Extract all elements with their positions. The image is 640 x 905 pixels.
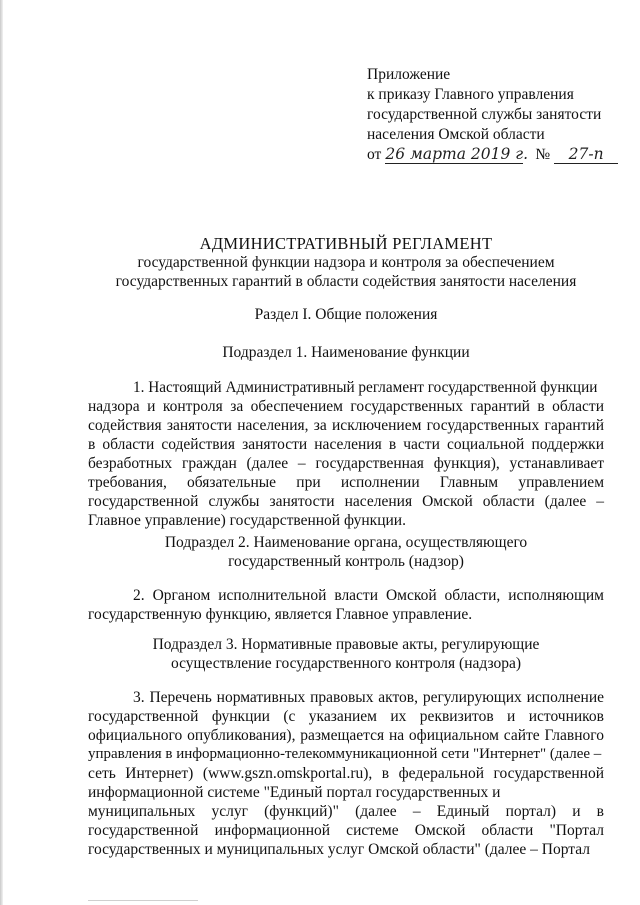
paragraph-line: официального опубликования), размещается на официальном сайте Главного (88, 727, 604, 744)
paragraph-line: 2. Органом исполнительной власти Омской области, исполняющим (133, 587, 604, 604)
document-subtitle (88, 253, 604, 291)
date-field (385, 145, 528, 164)
annex-block (367, 65, 618, 165)
section-1-heading: Раздел I. Общие положения (254, 306, 438, 323)
heading-line-2: осуществление государственного контроля (надзора) (170, 655, 522, 672)
paragraph-line: 3. Перечень нормативных правовых актов, регулирующих исполнение (133, 689, 604, 706)
annex-line-1: Приложение (367, 66, 451, 83)
subsection-1-heading: Подраздел 1. Наименование функции (222, 344, 470, 361)
number-field (554, 145, 618, 164)
paragraph-line: сеть Интернет) (www.gszn.omskportal.ru), в федеральной государственной (88, 765, 604, 782)
paragraph-line: государственной функции (с указанием их реквизитов и источников (88, 708, 604, 725)
paragraph-line: муниципальных услуг (функций)" (далее – Единый портал) и в (88, 803, 604, 820)
paragraph-line: государственной службы занятости населения Омской области (далее – (88, 493, 604, 510)
paragraph-line: надзора и контроля за обеспечением государственных гарантий в области (88, 398, 604, 415)
paragraph-line: государственной информационной системе Омской области "Портал (88, 822, 604, 839)
date-prefix: от (367, 146, 382, 163)
annex-line-2: к приказу Главного управления (367, 86, 574, 103)
paragraph-line: безработных граждан (далее – государственная функция), устанавливает (88, 455, 604, 472)
heading-line-1: Подраздел 2. Наименование органа, осуществляющего (164, 534, 528, 551)
paragraph-line: управления в информационно-телекоммуникационной сети "Интернет" (далее – (88, 746, 602, 762)
annex-date-line (367, 145, 618, 165)
heading-line-1: Подраздел 3. Нормативные правовые акты, регулирующие (152, 636, 540, 653)
paragraph-line: содействия занятости населения, за исключением государственных гарантий (88, 417, 604, 434)
subtitle-line-2: государственных гарантий в области содействия занятости населения (115, 273, 577, 290)
paragraph-1 (88, 378, 604, 530)
paragraph-line: требования, обязательные при исполнении Главным управлением (88, 474, 604, 491)
handwritten-number: 27-п (568, 145, 604, 163)
scan-edge-shadow (0, 0, 3, 905)
paragraph-line: государственных и муниципальных услуг Омской области" (далее – Портал (88, 841, 590, 858)
handwritten-date: 26 марта 2019 г. (385, 145, 528, 163)
scan-artifact-line (88, 900, 198, 901)
paragraph-line: в области содействия занятости населения в части социальной поддержки (88, 436, 604, 453)
paragraph-line: Главное управление) государственной функции. (88, 512, 406, 529)
annex-line-3: государственной службы занятости (367, 106, 602, 123)
subsection-2-heading (88, 533, 604, 571)
paragraph-line: государственную функцию, является Главное управление. (88, 606, 473, 623)
heading-line-2: государственный контроль (надзор) (228, 553, 464, 570)
paragraph-2 (88, 586, 604, 624)
paragraph-3 (88, 688, 604, 859)
document-title: АДМИНИСТРАТИВНЫЙ РЕГЛАМЕНТ (199, 234, 493, 253)
paragraph-line: 1. Настоящий Административный регламент государственной функции (133, 379, 598, 396)
subsection-3-heading (88, 635, 604, 673)
subtitle-line-1: государственной функции надзора и контроля за обеспечением (137, 254, 555, 271)
number-sign: № (535, 146, 551, 163)
annex-line-4: населения Омской области (367, 126, 545, 143)
paragraph-line: информационной системе "Единый портал государственных и (88, 784, 501, 801)
